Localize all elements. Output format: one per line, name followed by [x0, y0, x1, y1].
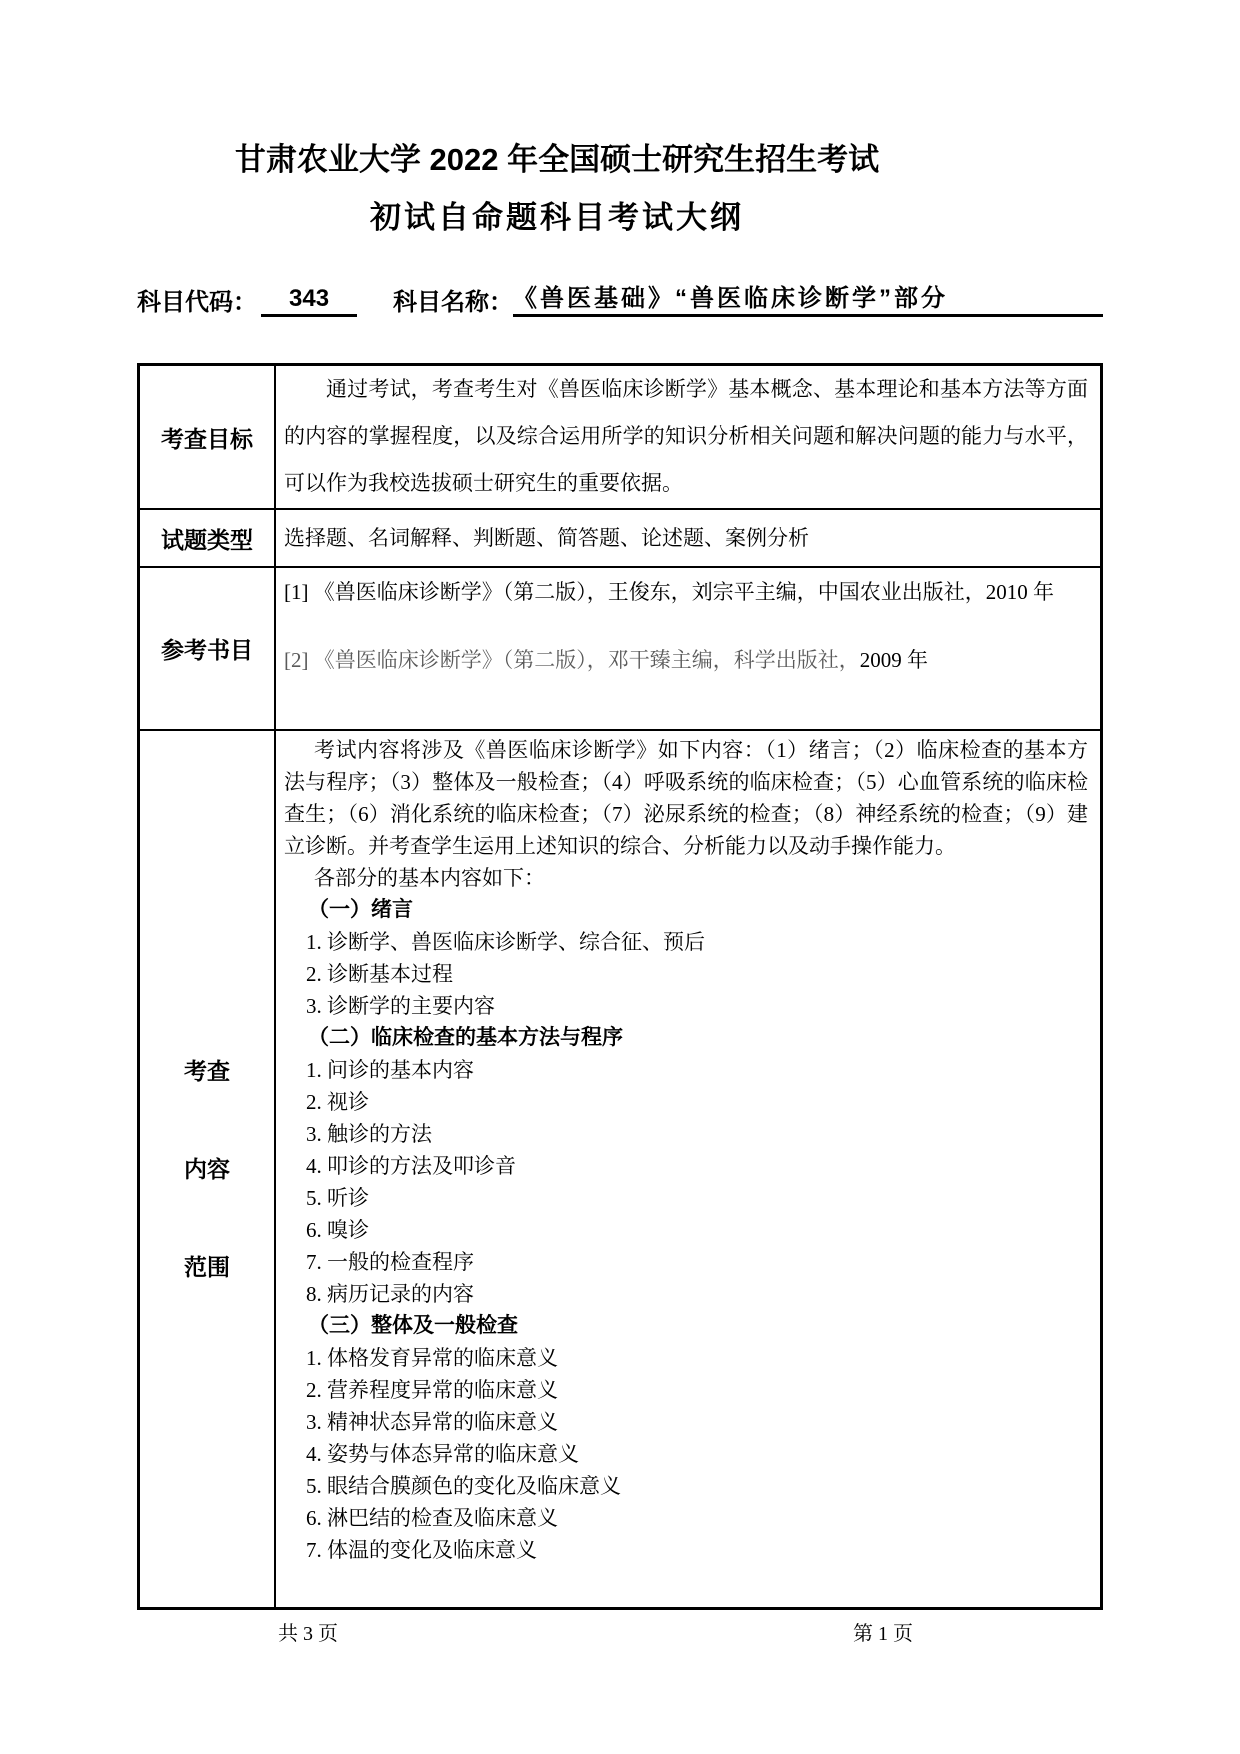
row-label-reference-books: 参考书目	[140, 568, 276, 729]
outline-line: 4. 叩诊的方法及叩诊音	[306, 1154, 516, 1178]
reference-book-2-year: 2009 年	[859, 648, 928, 672]
outline-line: 8. 病历记录的内容	[306, 1282, 474, 1306]
outline-line: （二）临床检查的基本方法与程序	[308, 1026, 623, 1049]
question-types-text: 选择题、名词解释、判断题、简答题、论述题、案例分析	[284, 526, 809, 550]
syllabus-table	[137, 363, 1103, 1610]
scope-label-line-2: 内容	[184, 1156, 230, 1182]
outline-line: 5. 听诊	[306, 1186, 369, 1210]
row-label-exam-scope	[140, 731, 276, 1607]
scope-outline-list	[284, 894, 1088, 1566]
subject-code-label: 科目代码：	[137, 289, 257, 316]
row-content-exam-scope	[276, 731, 1100, 1607]
outline-line: （一）绪言	[308, 898, 413, 921]
outline-line: （三）整体及一般检查	[308, 1314, 518, 1337]
scope-list-intro: 各部分的基本内容如下：	[314, 866, 545, 890]
outline-line: 2. 诊断基本过程	[306, 962, 453, 986]
outline-line: 7. 体温的变化及临床意义	[306, 1538, 537, 1562]
scope-label-line-1: 考查	[184, 1058, 230, 1084]
outline-line: 2. 视诊	[306, 1090, 369, 1114]
outline-line: 1. 问诊的基本内容	[306, 1058, 474, 1082]
footer-current-page: 第 1 页	[853, 1623, 913, 1645]
footer-total-pages: 共 3 页	[278, 1623, 338, 1645]
outline-line: 3. 诊断学的主要内容	[306, 994, 495, 1018]
row-content-reference-books	[276, 568, 1100, 729]
outline-line: 3. 触诊的方法	[306, 1122, 432, 1146]
subject-name-value: 《兽医基础》“兽医临床诊断学”部分	[513, 278, 1103, 317]
reference-book-2-main: [2] 《兽医临床诊断学》（第二版），邓干臻主编，科学出版社，	[284, 648, 860, 672]
subject-name-label: 科目名称：	[393, 289, 514, 316]
scope-label-line-3: 范围	[184, 1254, 230, 1280]
outline-line: 5. 眼结合膜颜色的变化及临床意义	[306, 1474, 621, 1498]
table-row-question-types	[140, 508, 1100, 566]
row-content-question-types	[276, 510, 1100, 566]
document-title-line1: 甘肃农业大学 2022 年全国硕士研究生招生考试	[234, 142, 880, 177]
subject-header-line	[137, 278, 1103, 317]
outline-line: 1. 诊断学、兽医临床诊断学、综合征、预后	[306, 930, 705, 954]
outline-line: 4. 姿势与体态异常的临床意义	[306, 1442, 579, 1466]
row-label-question-types: 试题类型	[140, 510, 276, 566]
table-row-goal	[140, 366, 1100, 508]
subject-code-value: 343	[261, 285, 357, 317]
document-title-line2: 初试自命题科目考试大纲	[370, 200, 744, 235]
outline-line: 7. 一般的检查程序	[306, 1250, 474, 1274]
outline-line: 2. 营养程度异常的临床意义	[306, 1378, 558, 1402]
table-row-exam-scope	[140, 729, 1100, 1607]
outline-line: 1. 体格发育异常的临床意义	[306, 1346, 558, 1370]
outline-line: 6. 嗅诊	[306, 1218, 369, 1242]
goal-text: 通过考试，考查考生对《兽医临床诊断学》基本概念、基本理论和基本方法等方面的内容的掌握程度，以及综合运用所学的知识分析相关问题和解决问题的能力与水平，可以作为我校选拔硕士研究生的重要依据。	[284, 377, 1088, 495]
outline-line: 6. 淋巴结的检查及临床意义	[306, 1506, 558, 1530]
reference-book-1: [1] 《兽医临床诊断学》（第二版），王俊东，刘宗平主编，中国农业出版社，2010 年	[284, 580, 1054, 604]
row-content-goal	[276, 366, 1100, 508]
reference-book-2	[284, 636, 1088, 685]
scope-intro-paragraph: 考试内容将涉及《兽医临床诊断学》如下内容：（1）绪言；（2）临床检查的基本方法与程序；（3）整体及一般检查；（4）呼吸系统的临床检查；（5）心血管系统的临床检查生；（6）消化系统的临床检查；（7）泌尿系统的检查；（8）神经系统的检查；（9）建立诊断。并考查学生运用上述知识的综合、分析能力以及动手操作能力。	[284, 738, 1088, 858]
row-label-goal: 考查目标	[140, 366, 276, 508]
outline-line: 3. 精神状态异常的临床意义	[306, 1410, 558, 1434]
table-row-reference-books	[140, 566, 1100, 729]
